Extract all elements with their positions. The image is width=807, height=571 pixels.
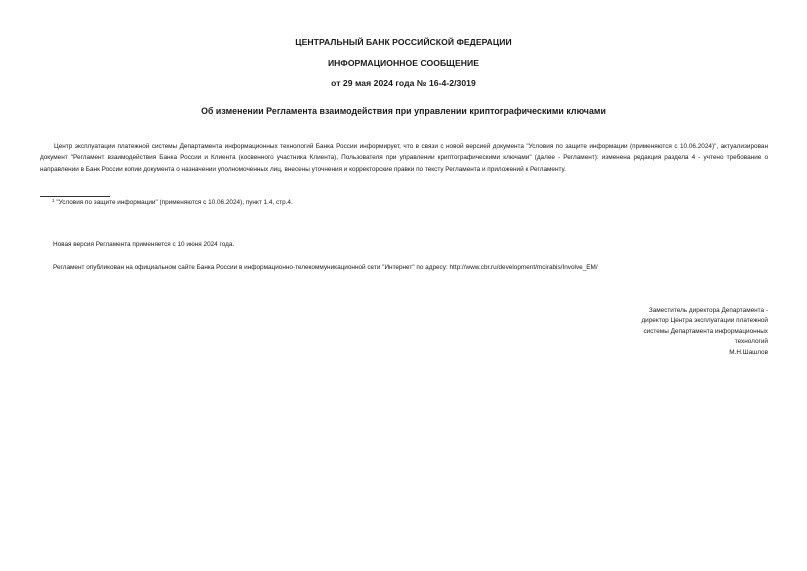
signatory-title-line-1: Заместитель директора Департамента - — [648, 307, 768, 314]
footnote-marker: 1 — [52, 198, 55, 203]
signatory-title-line-4: технологий — [734, 338, 768, 346]
signatory-title-line-3: системы Департамента информационных — [643, 327, 768, 335]
document-subject: Об изменении Регламента взаимодействия при управлении криптографическими ключами — [201, 106, 606, 116]
signatory-title-line-2: директор Центра эксплуатации платежной — [641, 317, 768, 325]
document-date-number: от 29 мая 2024 года № 16-4-2/3019 — [331, 78, 476, 88]
document-type: ИНФОРМАЦИОННОЕ СООБЩЕНИЕ — [327, 58, 480, 68]
org-name: ЦЕНТРАЛЬНЫЙ БАНК РОССИЙСКОЙ ФЕДЕРАЦИИ — [295, 37, 512, 47]
footnote — [52, 198, 293, 206]
main-paragraph: Центр эксплуатации платежной системы Департамента информационных технологий Банка России информирует, что в связи с новой версией документа "Условия по защите информации (применяются с 10.06.2024)", актуализирован документ "Регламент взаимодействия Банка России и Клиента (косвенного участника Клиента), Пользователя при управлении криптографическими ключами" (далее - Регламент): изменена редакция раздела 4 - учтено требование о направлении в Банк России копии документа о назначении уполномоченных лиц, внесены уточнения и корректорские правки по тексту Регламента и приложений к Регламенту. — [40, 143, 768, 173]
effective-date-line: Новая версия Регламента применяется с 10 июня 2024 года. — [53, 241, 235, 248]
publication-line: Регламент опубликован на официальном сайте Банка России в информационно-телекоммуникационной сети "Интернет" по адресу: http://www.cbr.ru/development/mcirabis/Involve_EM/ — [53, 264, 598, 271]
footnote-text: "Условия по защите информации" (применяются с 10.06.2024), пункт 1.4, стр.4. — [56, 199, 293, 206]
signatory-name: М.Н.Шашлов — [729, 348, 768, 356]
signature-block — [548, 306, 768, 358]
footnote-divider — [40, 196, 110, 197]
